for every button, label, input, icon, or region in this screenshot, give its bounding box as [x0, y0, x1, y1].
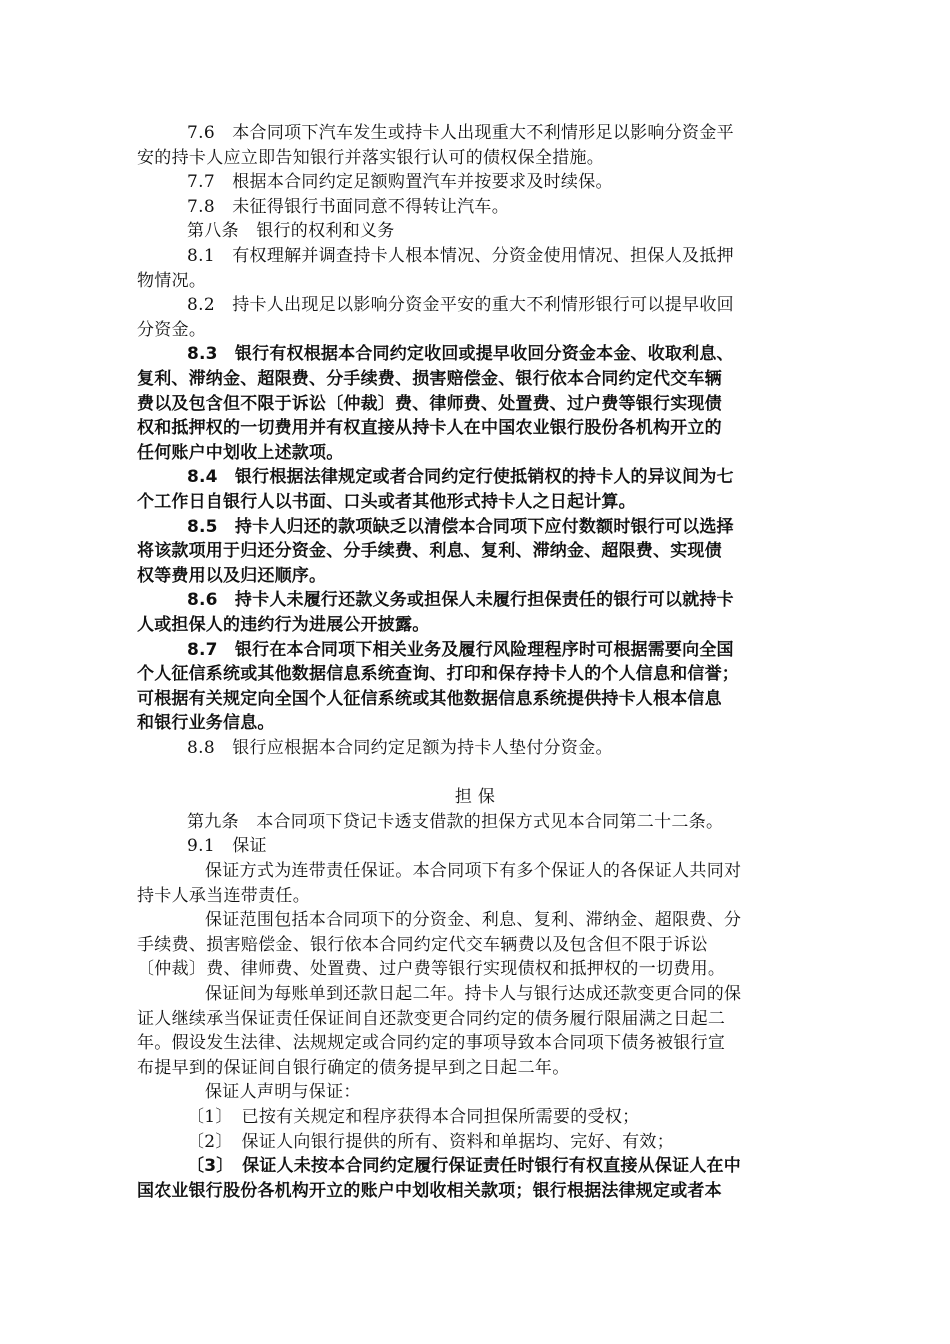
- text-line: 7.6 本合同项下汽车发生或持卡人出现重大不利情形足以影响分资金平: [187, 123, 734, 143]
- text-line: 〔1〕 已按有关规定和程序获得本合同担保所需要的受权；: [187, 1107, 640, 1127]
- text-line: 权等费用以及归还顺序。: [137, 565, 327, 586]
- text-line: 分资金。: [137, 319, 207, 340]
- text-line: 保证人声明与保证：: [205, 1082, 361, 1103]
- text-line: [137, 762, 817, 786]
- text-line: 8.1 有权理解并调查持卡人根本情况、分资金使用情况、担保人及抵押: [187, 246, 734, 266]
- text-line: 保证范围包括本合同项下的分资金、利息、复利、滞纳金、超限费、分: [205, 910, 742, 931]
- text-line: 可根据有关规定向全国个人征信系统或其他数据信息系统提供持卡人根本信息: [137, 688, 722, 709]
- text-line: 8.2 持卡人出现足以影响分资金平安的重大不利情形银行可以提早收回: [187, 295, 734, 316]
- text-line: 证人继续承当保证责任保证间自还款变更合同约定的债务履行限届满之日起二: [137, 1008, 726, 1029]
- section-heading: 担 保: [454, 787, 496, 808]
- text-line: 7.8 未征得银行书面同意不得转让汽车。: [187, 196, 510, 217]
- text-line: 持卡人承当连带责任。: [137, 885, 310, 906]
- text-line: 费以及包含但不限于诉讼〔仲裁〕费、律师费、处置费、过户费等银行实现债: [137, 393, 722, 414]
- text-line: 人或担保人的违约行为进展公开披露。: [137, 615, 430, 635]
- text-line: 〔仲裁〕费、律师费、处置费、过户费等银行实现债权和抵押权的一切费用。: [137, 959, 726, 980]
- text-line: 权和抵押权的一切费用并有权直接从持卡人在中国农业银行股份各机构开立的: [137, 418, 722, 439]
- text-line: 年。假设发生法律、法规规定或合同约定的事项导致本合同项下债务被银行宣: [137, 1033, 726, 1054]
- text-line: 8.6 持卡人未履行还款义务或担保人未履行担保责任的银行可以就持卡: [187, 590, 734, 611]
- text-line: 将该款项用于归还分资金、分手续费、利息、复利、滞纳金、超限费、实现债: [137, 541, 722, 562]
- text-line: 第八条 银行的权利和义务: [187, 221, 395, 242]
- text-line: 第九条 本合同项下贷记卡透支借款的担保方式见本合同第二十二条。: [187, 811, 724, 832]
- text-line: 8.8 银行应根据本合同约定足额为持卡人垫付分资金。: [187, 738, 613, 758]
- text-line: 8.3 银行有权根据本合同约定收回或提早收回分资金本金、收取利息、: [187, 344, 734, 365]
- text-line: 8.7 银行在本合同项下相关业务及履行风险理程序时可根据需要向全国: [187, 639, 734, 660]
- text-line: 8.4 银行根据法律规定或者合同约定行使抵销权的持卡人的异议间为七: [187, 467, 734, 488]
- text-line: 个人征信系统或其他数据信息系统查询、打印和保存持卡人的个人信息和信誉；: [137, 664, 739, 685]
- text-line: 复利、滞纳金、超限费、分手续费、损害赔偿金、银行依本合同约定代交车辆: [137, 369, 722, 389]
- text-line: 保证方式为连带责任保证。本合同项下有多个保证人的各保证人共同对: [205, 861, 742, 881]
- text-line: 〔3〕 保证人未按本合同约定履行保证责任时银行有权直接从保证人在中: [187, 1156, 741, 1177]
- text-line: 9.1 保证: [187, 836, 267, 857]
- text-line: 8.5 持卡人归还的款项缺乏以清偿本合同项下应付数额时银行可以选择: [187, 516, 734, 537]
- text-line: 安的持卡人应立即告知银行并落实银行认可的债权保全措施。: [137, 147, 605, 168]
- text-line: 手续费、损害赔偿金、银行依本合同约定代交车辆费以及包含但不限于诉讼: [137, 934, 708, 955]
- text-line: 国农业银行股份各机构开立的账户中划收相关款项；银行根据法律规定或者本: [137, 1180, 722, 1201]
- text-line: 物情况。: [137, 270, 207, 291]
- text-line: 任何账户中划收上述款项。: [137, 442, 344, 463]
- text-line: 7.7 根据本合同约定足额购置汽车并按要求及时续保。: [187, 172, 613, 193]
- text-line: 和银行业务信息。: [137, 713, 275, 734]
- text-line: 〔2〕 保证人向银行提供的所有、资料和单据均、完好、有效；: [187, 1131, 675, 1152]
- text-line: 保证间为每账单到还款日起二年。持卡人与银行达成还款变更合同的保: [205, 984, 742, 1004]
- text-line: 布提早到的保证间自银行确定的债务提早到之日起二年。: [137, 1057, 570, 1078]
- text-line: 个工作日自银行人以书面、口头或者其他形式持卡人之日起计算。: [137, 492, 636, 512]
